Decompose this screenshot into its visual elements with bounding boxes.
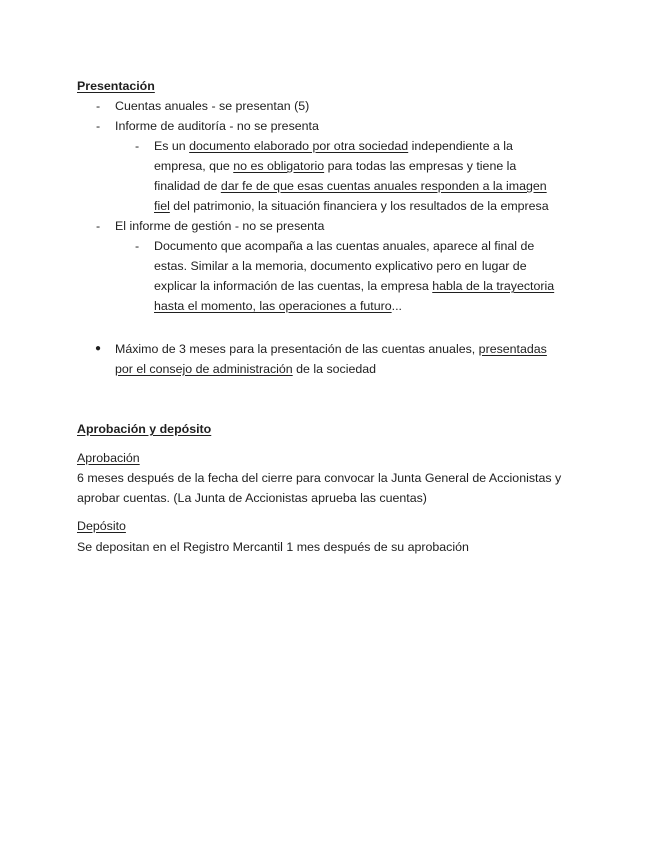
underlined-text: hasta el momento, las operaciones a futuro: [154, 299, 392, 313]
dash-marker: -: [96, 99, 101, 113]
dash-marker: -: [135, 239, 140, 253]
underlined-text: no es obligatorio: [233, 159, 325, 173]
underlined-text: documento elaborado por otra sociedad: [189, 139, 409, 153]
underlined-text: presentadas: [478, 342, 547, 356]
bullet-line: por el consejo de administración de la sociedad: [115, 362, 377, 376]
bullet-line: Máximo de 3 meses para la presentación de las cuentas anuales, presentadas: [115, 342, 547, 356]
paragraph-line: 6 meses después de la fecha del cierre para convocar la Junta General de Accionistas y: [77, 471, 562, 485]
sublist-line: estas. Similar a la memoria, documento explicativo pero en lugar de: [154, 259, 527, 273]
dash-marker: -: [96, 219, 101, 233]
subheading-aprobacion: Aprobación: [77, 451, 140, 465]
section-heading-presentacion: Presentación: [77, 79, 155, 93]
list-item-cuentas-anuales: Cuentas anuales - se presentan (5): [115, 99, 310, 113]
dash-marker: -: [96, 119, 101, 133]
paragraph-line: aprobar cuentas. (La Junta de Accionistas aprueba las cuentas): [77, 491, 427, 505]
sublist-line: Documento que acompaña a las cuentas anuales, aparece al final de: [154, 239, 535, 253]
sublist-line: empresa, que no es obligatorio para todas las empresas y tiene la: [154, 159, 517, 173]
bullet-marker: ●: [95, 343, 102, 354]
sublist-line: fiel del patrimonio, la situación financiera y los resultados de la empresa: [154, 199, 549, 213]
underlined-text: habla de la trayectoria: [432, 279, 555, 293]
list-item-informe-gestion: El informe de gestión - no se presenta: [115, 219, 325, 233]
list-item-informe-auditoria: Informe de auditoría - no se presenta: [115, 119, 319, 133]
section-heading-aprobacion-deposito: Aprobación y depósito: [77, 422, 212, 436]
underlined-text: dar fe de que esas cuentas anuales responden a la imagen: [220, 179, 547, 193]
underlined-text: por el consejo de administración: [115, 362, 293, 376]
sublist-line: explicar la información de las cuentas, la empresa habla de la trayectoria: [154, 279, 555, 293]
sublist-line: finalidad de dar fe de que esas cuentas anuales responden a la imagen: [154, 179, 547, 193]
sublist-line: hasta el momento, las operaciones a futuro...: [154, 299, 402, 313]
paragraph-line: Se depositan en el Registro Mercantil 1 mes después de su aprobación: [77, 540, 469, 554]
dash-marker: -: [135, 139, 140, 153]
sublist-line: Es un documento elaborado por otra sociedad independiente a la: [154, 139, 513, 153]
subheading-deposito: Depósito: [77, 519, 126, 533]
underlined-text: fiel: [154, 199, 170, 213]
